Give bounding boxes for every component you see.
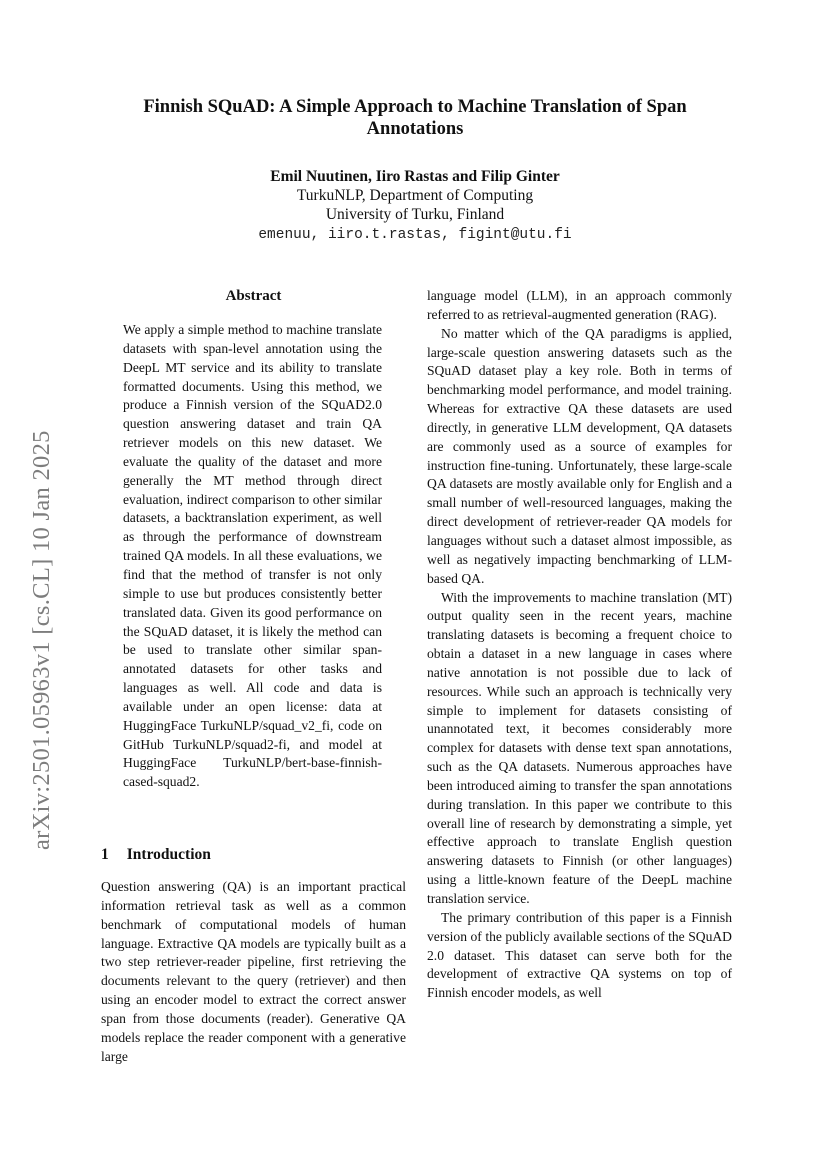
author-list: Emil Nuutinen, Iiro Rastas and Filip Ginter: [270, 168, 560, 185]
abstract-text: We apply a simple method to machine translate datasets with span-level annotation using the DeepL MT service and its ability to translate formatted documents. Using this method, we produce a Finnish version of the SQuAD2.0 question answering dataset and train QA retriever models on this new dataset. We evaluate the quality of the dataset and more generally the MT method through direct evaluation, indirect comparison to other similar datasets, a backtranslation experiment, as well as through the performance of downstream trained QA models. In all these evaluations, we find that the method of transfer is not only simple to use but produces consistently better translated data. Given its good performance on the SQuAD dataset, it is likely the method can be used to translate other similar span-annotated datasets for other tasks and languages as well. All code and data is available under an open license: data at HuggingFace TurkuNLP/squad_v2_fi, code on GitHub TurkuNLP/squad2-fi, and model at HuggingFace TurkuNLP/bert-base-finnish-cased-squad2.: [123, 322, 382, 790]
author-emails: emenuu, iiro.t.rastas, figint@utu.fi: [258, 227, 572, 243]
section-number: 1: [101, 846, 109, 863]
affiliation-line-1: TurkuNLP, Department of Computing: [296, 187, 534, 204]
abstract-body: [123, 321, 382, 792]
abstract-heading: Abstract: [225, 288, 282, 304]
paragraph: language model (LLM), in an approach commonly referred to as retrieval-augmented generation (RAG).: [427, 288, 732, 322]
paragraph: The primary contribution of this paper is a Finnish version of the publicly available sections of the SQuAD 2.0 dataset. This dataset can serve both for the development of extractive QA systems on top of Finnish encoder models, as well: [427, 909, 732, 1001]
introduction-left-column: [101, 878, 406, 1066]
paper-title: Finnish SQuAD: A Simple Approach to Machine Translation of Span Annotations: [143, 97, 687, 139]
paragraph: With the improvements to machine translation (MT) output quality seen in the recent years, machine translating datasets is becoming a frequent choice to obtain a dataset in a new language in cases where native annotation is not possible due to lack of resources. While such an approach is technically very simple to implement for datasets consisting of unannotated text, it becomes considerably more complex for datasets with dense text span annotations, such as the QA datasets. Numerous approaches have been introduced aiming to transfer the span annotations during translation. In this paper we contribute to this overall line of research by demonstrating a simple, yet effective approach to translate English question answering datasets to Finnish (or other languages) using a little-known feature of the DeepL machine translation service.: [427, 589, 732, 906]
paragraph: No matter which of the QA paradigms is applied, large-scale question answering datasets such as the SQuAD dataset play a key role. Both in terms of benchmarking model performance, and model training. Whereas for extractive QA these datasets are used directly, in generative LLM development, QA datasets are commonly used as a source of examples for instruction fine-tuning. Unfortunately, these large-scale QA datasets are mostly available only for English and a small number of well-resourced languages, making the direct development of retriever-reader QA models for languages without such a dataset almost impossible, as well as negatively impacting benchmarking of LLM-based QA.: [427, 325, 732, 586]
arxiv-identifier: arXiv:2501.05963v1 [cs.CL] 10 Jan 2025: [28, 430, 55, 850]
paragraph: Question answering (QA) is an important practical information retrieval task as well as a common benchmark of computational models of human language. Extractive QA models are typically built as a two step retriever-reader pipeline, first retrieving the documents relevant to the query (retriever) and then using an encoder model to extract the correct answer span from those documents (reader). Generative QA models replace the reader component with a generative large: [101, 879, 406, 1064]
section-heading-introduction: [101, 846, 211, 864]
section-title: Introduction: [126, 846, 211, 863]
right-column: [427, 287, 732, 1003]
affiliation-line-2: University of Turku, Finland: [325, 206, 505, 223]
